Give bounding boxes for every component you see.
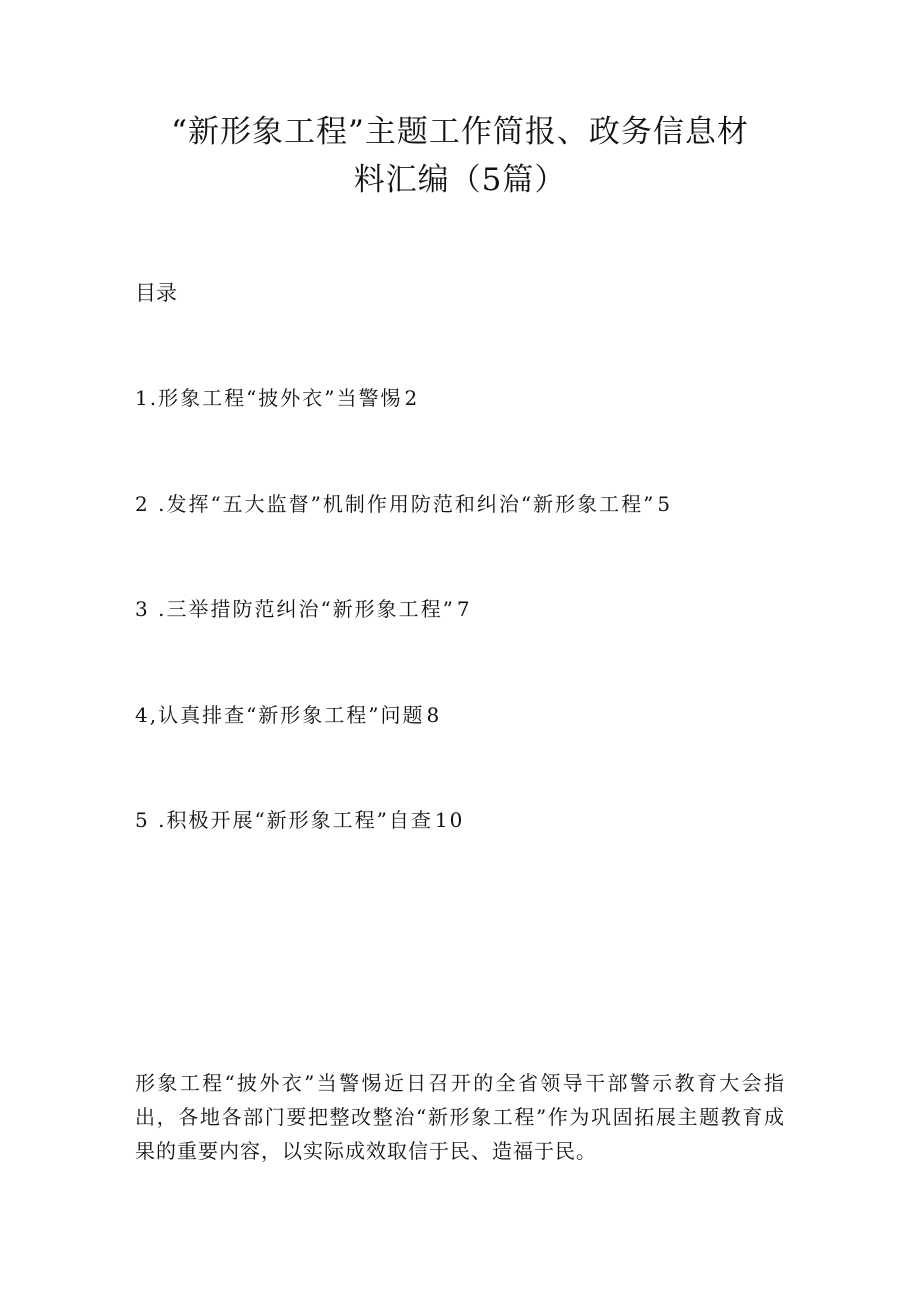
toc-item[interactable] xyxy=(135,595,472,623)
toc-item-page-number: 7 xyxy=(456,597,472,621)
toc-item-label: 5 .积极开展“新形象工程”自查 xyxy=(135,808,433,832)
toc-item[interactable] xyxy=(135,384,419,412)
toc-item-page-number: 10 xyxy=(434,808,465,832)
toc-heading: 目录 xyxy=(135,281,177,305)
toc-item-page-number: 2 xyxy=(404,386,420,410)
toc-item-label: 1.形象工程“披外衣”当警惕 xyxy=(135,386,403,410)
document-title-line-1: “新形象工程”主题工作简报、政务信息材 xyxy=(171,114,749,150)
document-title xyxy=(100,108,820,204)
toc-item-page-number: 5 xyxy=(657,492,673,516)
toc-item-label: 2 .发挥“五大监督”机制作用防范和纠治“新形象工程” xyxy=(135,492,656,516)
document-title-line-2: 料汇编（5篇） xyxy=(353,162,567,198)
toc-item[interactable] xyxy=(135,806,464,834)
toc-item-page-number: 8 xyxy=(426,703,442,727)
toc-item-label: 3 .三举措防范纠治“新形象工程” xyxy=(135,597,455,621)
toc-item[interactable] xyxy=(135,701,441,729)
body-paragraph: 形象工程“披外衣”当警惕近日召开的全省领导干部警示教育大会指出，各地各部门要把整改整治“新形象工程”作为巩固拓展主题教育成果的重要内容，以实际成效取信于民、造福于民。 xyxy=(135,1071,785,1163)
toc-item-label: 4,认真排查“新形象工程”问题 xyxy=(135,703,425,727)
toc-item[interactable] xyxy=(135,490,672,518)
